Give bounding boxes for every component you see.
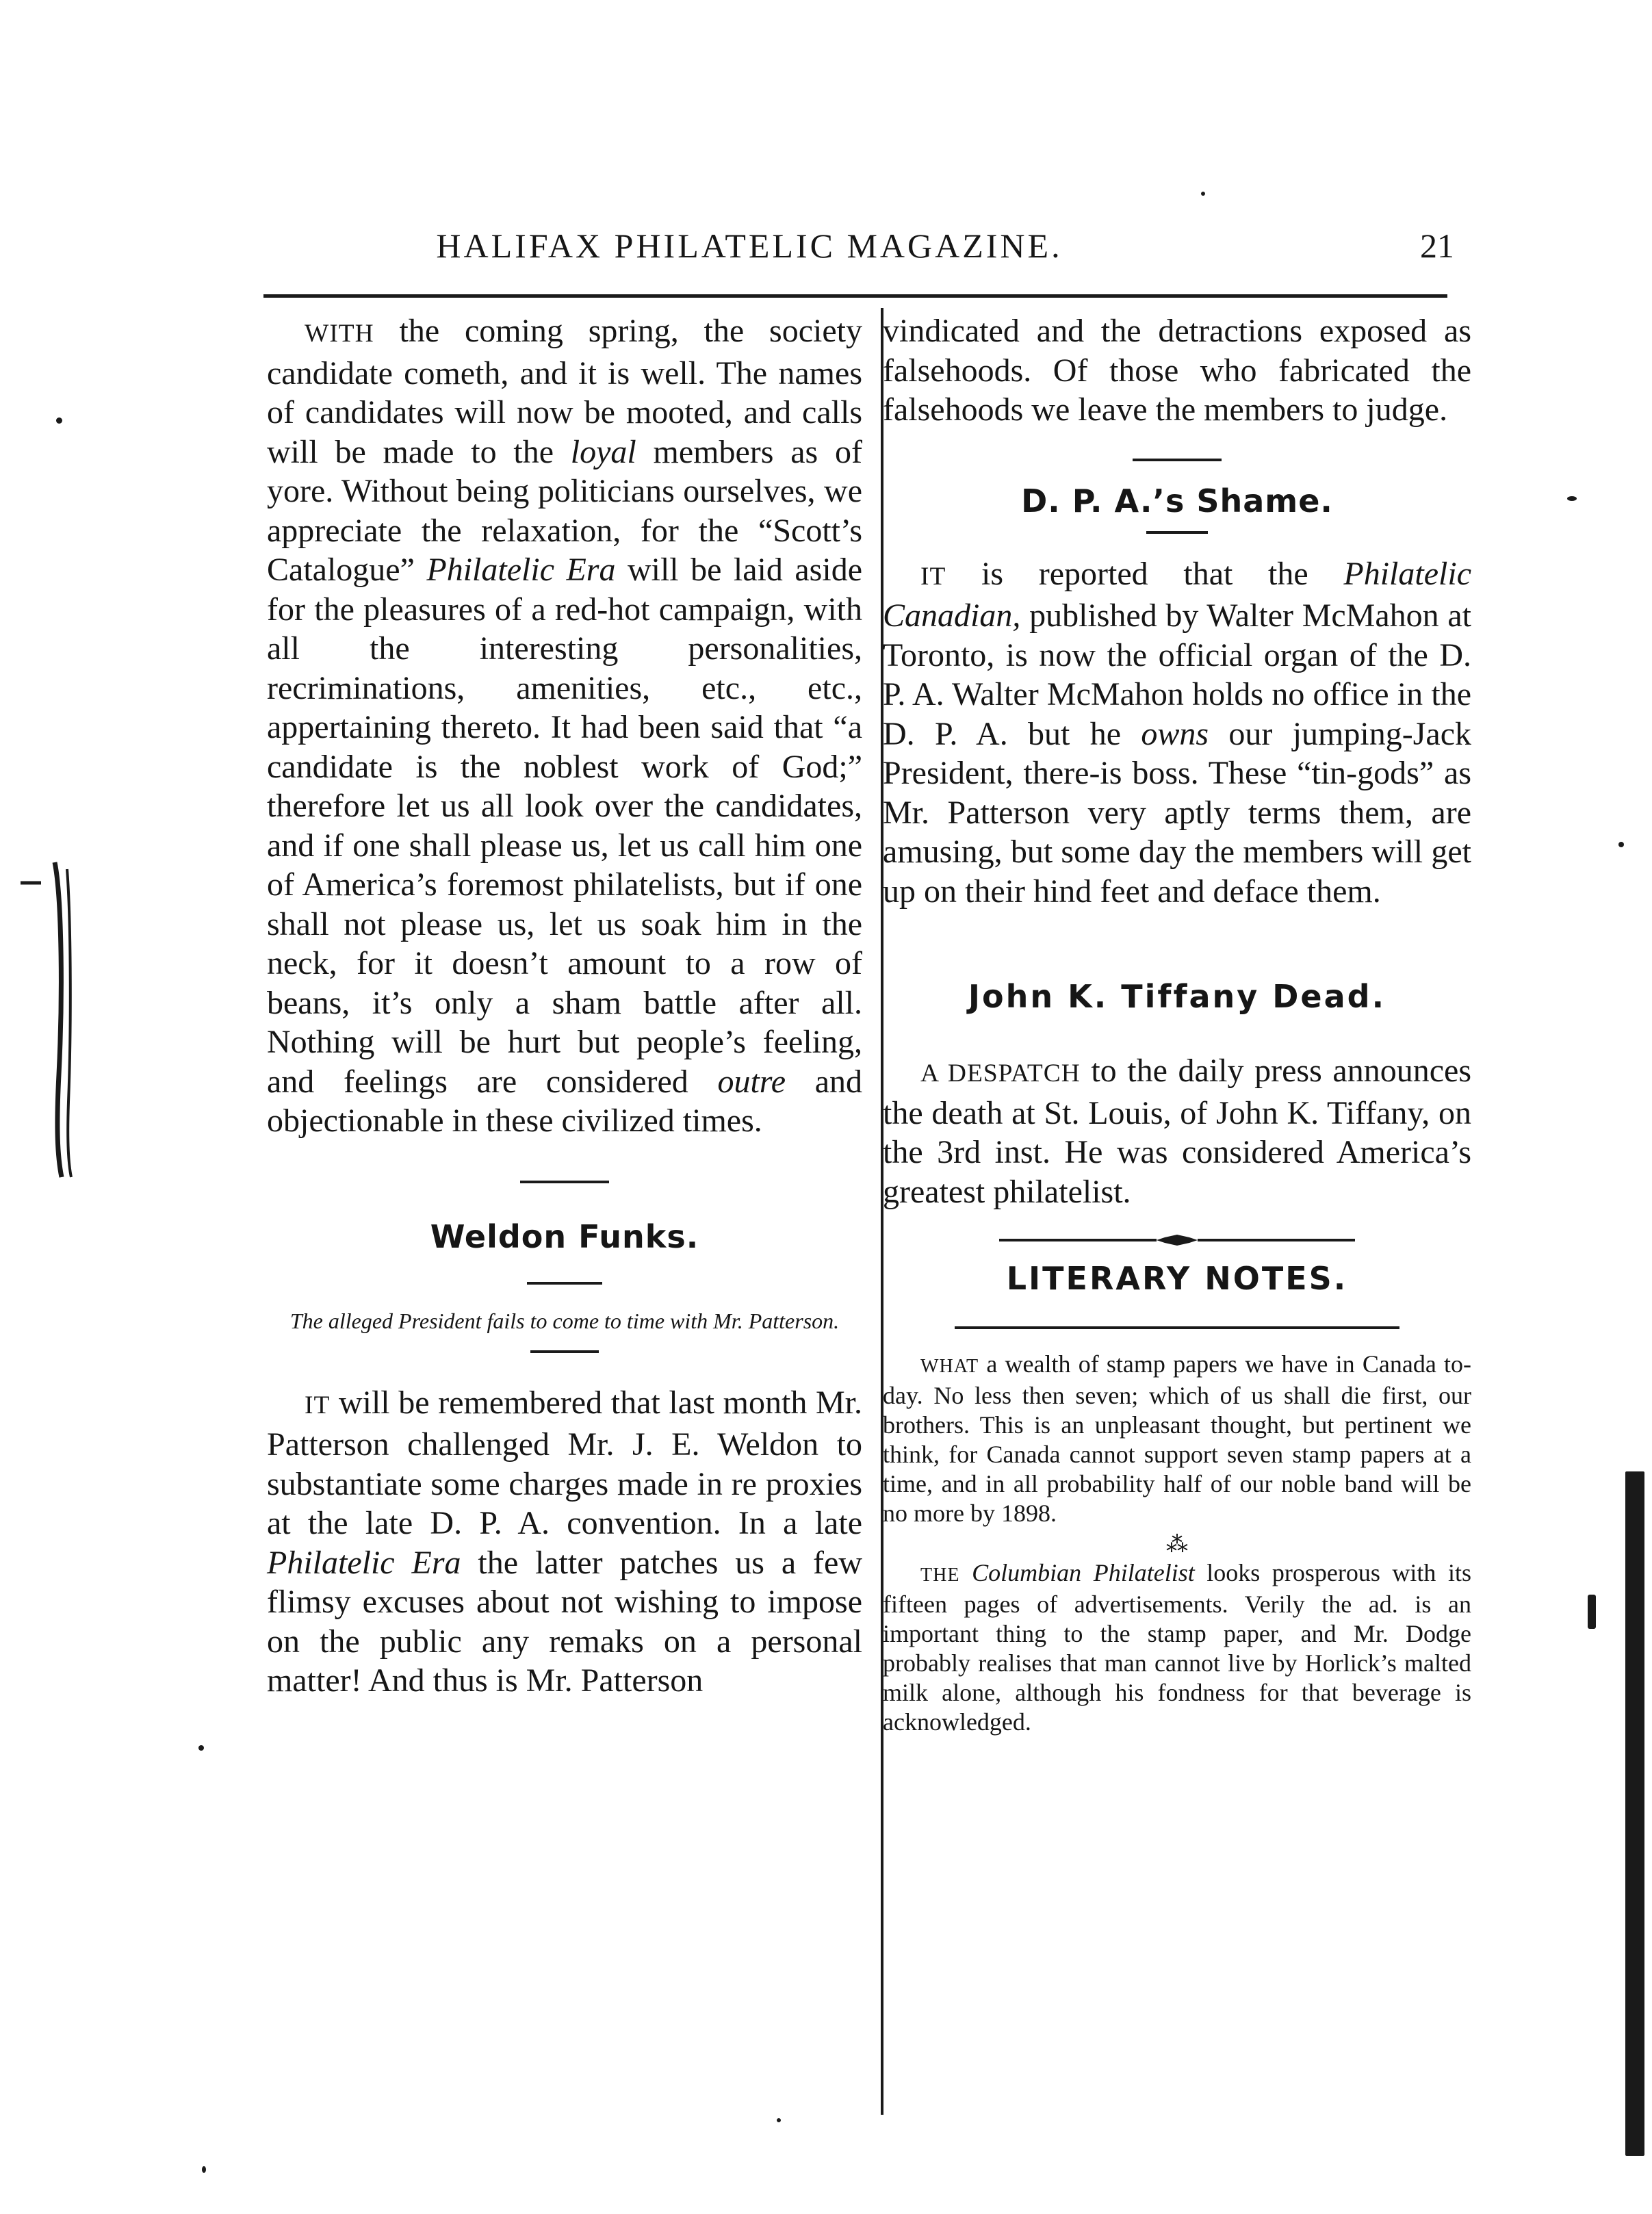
article-continuation-paragraph: vindicated and the detractions exposed as falsehoods. Of those who fabricated the falsehoods we leave the members to judge.: [883, 313, 1471, 428]
section-rule: [520, 1181, 609, 1183]
weldon-heading: Weldon Funks.: [430, 1218, 699, 1255]
scan-speck: [56, 417, 62, 424]
scan-speck: [202, 2166, 206, 2173]
scan-speck: [1625, 1471, 1644, 2156]
literary-notes-heading: LITERARY NOTES.: [1006, 1260, 1348, 1297]
scan-speck: [1588, 1595, 1596, 1629]
ornament-rule: [999, 1232, 1355, 1248]
dpa-shame-heading: D. P. A.’s Shame.: [1021, 482, 1333, 519]
lead-word: THE: [920, 1565, 960, 1586]
section-rule: [527, 1282, 602, 1285]
scan-speck: [198, 1745, 204, 1751]
article-weldon-paragraph: IT will be remembered that last month Mr. Patterson challenged Mr. J. E. Weldon to substantiate some charges made in re proxies at the late D. P. A. convention. In a late Philatelic Era the latter patches us a few flimsy excuses about not wishing to impose on the public any remaks on a personal matter! And thus is Mr. Patterson: [267, 1384, 863, 1699]
scan-speck: [1201, 192, 1205, 196]
right-column: [883, 311, 1471, 1737]
lead-word: WITH: [305, 320, 374, 348]
margin-bracket-mark: [14, 855, 75, 1184]
asterism: ⁂: [1166, 1532, 1188, 1556]
note-columbian-philatelist: THE Columbian Philatelist looks prosperous with its fifteen pages of advertisements. Verily the ad. is an important thing to the stamp paper, and Mr. Dodge probably realises that man cannot live by Horlick’s malted milk alone, although his fondness for that beverage is acknowledged.: [883, 1559, 1471, 1736]
page-number: 21: [1420, 227, 1454, 265]
article-candidates-paragraph: WITH the coming spring, the society candidate cometh, and it is well. The names of candidates will now be mooted, and calls will be made to the loyal members as of yore. Without being politicians ourselves, we appreciate the relaxation, for the “Scott’s Catalogue” Philatelic Era will be laid aside for the pleasures of a red-hot campaign, with all the interesting personalities, recriminations, amenities, etc., etc., appertaining thereto. It had been said that “a candidate is the noblest work of God;” therefore let us all look over the candidates, and if one shall please us, let us call him one of America’s foremost philatelists, but if one shall not please us, let us soak him in the neck, for it doesn’t amount to a row of beans, it’s only a sham battle after all. Nothing will be hurt but people’s feeling, and feelings are considered outre and objectionable in these civilized times.: [267, 313, 862, 1139]
lead-word: WHAT: [920, 1356, 979, 1377]
left-column: [267, 311, 862, 1701]
lead-word: A DESPATCH: [920, 1059, 1081, 1087]
scan-speck: [1567, 496, 1577, 501]
section-rule: [1133, 459, 1222, 461]
header-rule: [263, 294, 1447, 298]
lead-word: IT: [305, 1391, 331, 1419]
article-dpa-paragraph: IT is reported that the Philatelic Canadian, published by Walter McMahon at Toronto, is now the official organ of the D. P. A. Walter McMahon holds no office in the D. P. A. but he owns our jumping-Jack President, there-is boss. These “tin-gods” as Mr. Patterson very aptly terms them, are amusing, but some day the members will get up on their hind feet and deface them.: [883, 555, 1471, 910]
ornament-icon: [1157, 1233, 1198, 1247]
running-title: HALIFAX PHILATELIC MAGAZINE.: [436, 227, 1063, 265]
note-stamp-papers: WHAT a wealth of stamp papers we have in Canada to-day. No less then seven; which of us shall die first, our brothers. This is an unpleasant thought, but pertinent we think, for Canada cannot support seven stamp papers at a time, and in all probability half of our noble band will be no more by 1898.: [883, 1350, 1471, 1527]
lead-word: IT: [920, 562, 946, 591]
article-tiffany-paragraph: A DESPATCH to the daily press announces the death at St. Louis, of John K. Tiffany, on the 3rd inst. He was considered America’s greatest philatelist.: [883, 1053, 1472, 1210]
page-header: [263, 226, 1475, 287]
section-rule: [955, 1326, 1399, 1329]
scan-speck: [777, 2118, 781, 2122]
section-rule: [1146, 531, 1208, 534]
section-rule: [530, 1350, 599, 1353]
weldon-subheading: The alleged President fails to come to time with Mr. Patterson.: [289, 1308, 840, 1333]
tiffany-heading: John K. Tiffany Dead.: [968, 978, 1386, 1015]
scan-speck: [1618, 842, 1624, 847]
